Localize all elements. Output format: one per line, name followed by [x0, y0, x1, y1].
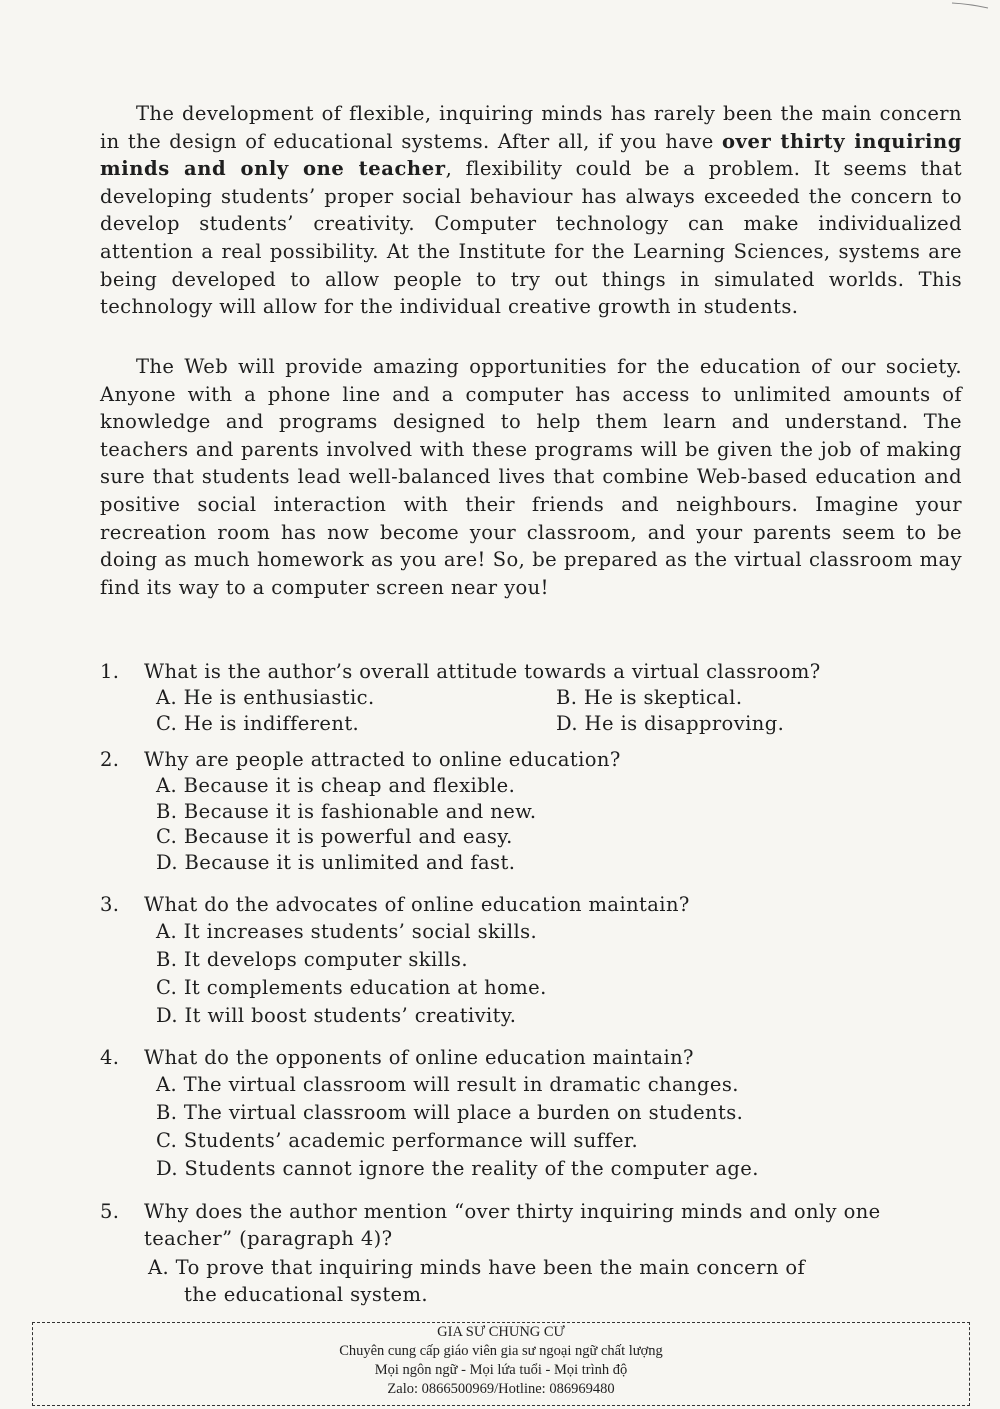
question-5: [100, 1198, 960, 1308]
question-2: [100, 746, 960, 875]
option-a-line2: the educational system.: [184, 1283, 428, 1306]
footer-slogan: Mọi ngôn ngữ - Mọi lứa tuổi - Mọi trình độ: [374, 1362, 628, 1378]
option-a[interactable]: A. He is enthusiastic.: [156, 686, 375, 709]
question-3: [100, 891, 960, 1030]
scan-artifact: [950, 0, 990, 10]
question-number: 3.: [100, 893, 120, 916]
question-1: [100, 658, 960, 737]
option-c[interactable]: C. Students’ academic performance will suffer.: [156, 1129, 639, 1152]
option-c[interactable]: C. Because it is powerful and easy.: [156, 825, 513, 848]
option-a[interactable]: A. It increases students’ social skills.: [156, 920, 538, 943]
question-stem: Why does the author mention “over thirty inquiring minds and only one teacher” (paragraph 4)?: [144, 1200, 881, 1250]
option-b[interactable]: B. It develops computer skills.: [156, 948, 468, 971]
option-a[interactable]: A. Because it is cheap and flexible.: [156, 774, 516, 797]
footer-title: GIA SƯ CHUNG CƯ: [437, 1324, 565, 1340]
question-stem: What do the advocates of online education maintain?: [144, 893, 690, 916]
option-c[interactable]: C. It complements education at home.: [156, 976, 547, 999]
option-d[interactable]: D. He is disapproving.: [556, 712, 785, 735]
option-a[interactable]: [100, 1254, 960, 1308]
question-stem: What do the opponents of online education maintain?: [144, 1046, 694, 1069]
option-d[interactable]: D. Because it is unlimited and fast.: [156, 850, 516, 874]
tutor-ad-footer: [32, 1322, 970, 1406]
option-c[interactable]: C. He is indifferent.: [156, 712, 360, 735]
question-4: [100, 1044, 960, 1183]
passage-paragraph-2: [100, 353, 962, 601]
option-b[interactable]: B. The virtual classroom will place a burden on students.: [156, 1101, 744, 1124]
option-b[interactable]: B. Because it is fashionable and new.: [156, 799, 537, 823]
question-stem: What is the author’s overall attitude towards a virtual classroom?: [144, 660, 821, 683]
option-d[interactable]: D. It will boost students’ creativity.: [156, 1004, 517, 1027]
footer-contact: Zalo: 0866500969/Hotline: 086969480: [387, 1381, 615, 1397]
option-b[interactable]: B. He is skeptical.: [556, 686, 743, 709]
question-stem: Why are people attracted to online education?: [144, 748, 621, 771]
option-a-line1: A. To prove that inquiring minds have been the main concern of: [148, 1256, 806, 1279]
passage-p1-bold-phrase: over thirty inquiring minds and only one teacher: [100, 129, 962, 181]
passage-p2-text: The Web will provide amazing opportunities for the education of our society. Anyone with a phone line and a computer has access to unlimited amounts of knowledge and programs designed to help them learn and understand. The teachers and parents involved with these programs will be given the job of making sure that students lead well-balanced lives that combine Web-based education and positive social interaction with their friends and neighbours. Imagine your recreation room has now become your classroom, and your parents seem to be doing as much homework as you are! So, be prepared as the virtual classroom may find its way to a computer screen near you!: [100, 355, 962, 599]
option-a[interactable]: A. The virtual classroom will result in dramatic changes.: [156, 1073, 739, 1096]
question-number: 5.: [100, 1200, 120, 1223]
option-d[interactable]: D. Students cannot ignore the reality of the computer age.: [156, 1157, 759, 1180]
question-number: 2.: [100, 748, 120, 771]
passage-paragraph-1: [100, 100, 962, 321]
question-number: 4.: [100, 1046, 120, 1069]
passage-p1-text: The development of flexible, inquiring minds has rarely been the main concern in the design of educational systems. After all, if you have: [100, 102, 962, 153]
passage-p1-text-cont: , flexibility could be a problem. It seems that developing students’ proper social behaviour has always exceeded the concern to develop students’ creativity. Computer technology can make individualized attention a real possibility. At the Institute for the Learning Sciences, systems are being developed to allow people to try out things in simulated worlds. This technology will allow for the individual creative growth in students.: [100, 157, 962, 319]
question-number: 1.: [100, 660, 120, 683]
footer-tagline: Chuyên cung cấp giáo viên gia sư ngoại ngữ chất lượng: [339, 1343, 663, 1359]
